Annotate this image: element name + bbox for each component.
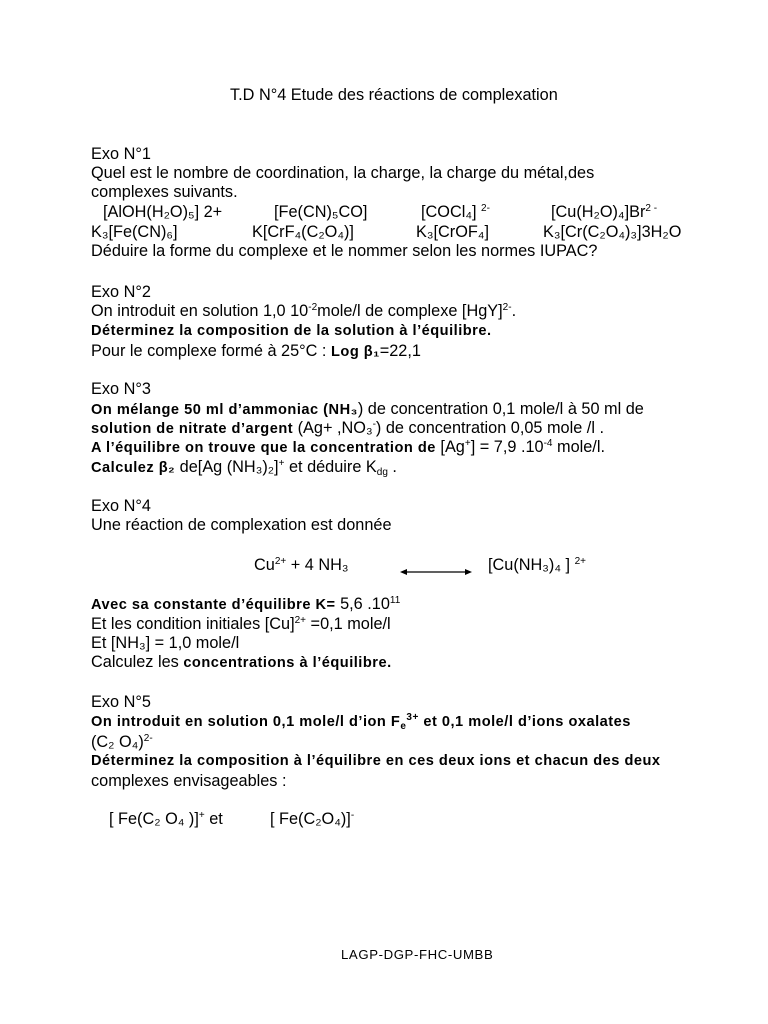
reaction-reactants: $Cu^{2+} + 4$ NH₃ bbox=[254, 556, 349, 574]
exo1-line1: Quel est le nombre de coordination, la charge, la charge du métal,des bbox=[91, 164, 595, 182]
exo3-line1: On mélange 50 ml d’ammoniac (NH₃) de concentration 0,1 mole/l à 50 ml de bbox=[91, 400, 644, 418]
exo4-line2: Avec sa constante d’équilibre K= 5,6 $.10^{11}$ bbox=[91, 595, 401, 613]
reaction-product: [Cu(NH₃)₄ ] $^{2+}$ bbox=[488, 556, 586, 574]
exo4-line1: Une réaction de complexation est donnée bbox=[91, 516, 392, 534]
exo1-complex-4: $[Cu(H_2O)_4]Br^{2 -}$ bbox=[551, 203, 658, 221]
exo4-heading: Exo N°4 bbox=[91, 497, 151, 515]
page-title: T.D N°4 Etude des réactions de complexation bbox=[230, 86, 558, 104]
exo1-complex-2: [Fe(CN)₅CO] bbox=[274, 203, 368, 221]
exo2-heading: Exo N°2 bbox=[91, 283, 151, 301]
exo4-line4: Et [NH₃] = 1,0 mole/l bbox=[91, 634, 240, 652]
exo1-complex-8: K₃[Cr(C₂O₄)₃]3H₂O bbox=[543, 223, 682, 241]
exo1-line2: complexes suivants. bbox=[91, 183, 238, 201]
exo5-line4: complexes envisageables : bbox=[91, 772, 287, 790]
exo5-line1: On introduit en solution 0,1 mole/l d’ion $F_e^{3+}$ et 0,1 mole/l d’ions oxalates bbox=[91, 712, 631, 732]
equilibrium-arrow-icon bbox=[400, 567, 472, 577]
exo4-line5: Calculez les concentrations à l’équilibre. bbox=[91, 653, 392, 671]
exo2-line3: Pour le complexe formé à 25°C : Log β₁=22,1 bbox=[91, 342, 421, 360]
exo3-heading: Exo N°3 bbox=[91, 380, 151, 398]
exo3-line2: solution de nitrate d’argent (Ag+ ,NO₃-) de concentration 0,05 mole /l . bbox=[91, 419, 604, 437]
exo5-line3: Déterminez la composition à l’équilibre en ces deux ions et chacun des deux bbox=[91, 753, 661, 769]
exo1-complex-7: K₃[CrOF₄] bbox=[416, 223, 489, 241]
footer: LAGP-DGP-FHC-UMBB bbox=[341, 947, 494, 962]
exo2-line1: On introduit en solution 1,0 $10^{-2}mole/l$ de complexe [HgY]$^{2-}$. bbox=[91, 302, 517, 320]
exo5-heading: Exo N°5 bbox=[91, 693, 151, 711]
exo1-complex-6: K[CrF₄(C₂O₄)] bbox=[252, 223, 354, 241]
exo1-complex-3: [COCl₄] $^{2-}$ bbox=[421, 203, 490, 221]
exo3-line3: A l’équilibre on trouve que la concentration de [Ag+] = 7,9 $.10^{-4}$ mole/l. bbox=[91, 438, 605, 456]
exo4-line3: Et les condition initiales $[Cu]^{2+} =0,1$ mole/l bbox=[91, 615, 391, 633]
exo1-heading: Exo N°1 bbox=[91, 145, 151, 163]
exo5-complex-1: [ Fe(C₂ O₄ )]+ et bbox=[109, 810, 223, 828]
exo1-complex-5: K₃[Fe(CN)₆] bbox=[91, 223, 178, 241]
exo1-complex-1: [AlOH(H₂O)₅] 2+ bbox=[103, 203, 223, 221]
exo1-line5: Déduire la forme du complexe et le nommer selon les normes IUPAC? bbox=[91, 242, 598, 260]
exo5-line2: (C₂ O₄)$^{2-}$ bbox=[91, 733, 153, 751]
exo5-complex-2: [ Fe(C₂O₄)]- bbox=[270, 810, 355, 828]
exo2-line2: Déterminez la composition de la solution à l’équilibre. bbox=[91, 323, 492, 339]
exo3-line4: Calculez β₂ de[Ag (NH₃)₂]+ et déduire $K_{dg}$ . bbox=[91, 458, 397, 478]
